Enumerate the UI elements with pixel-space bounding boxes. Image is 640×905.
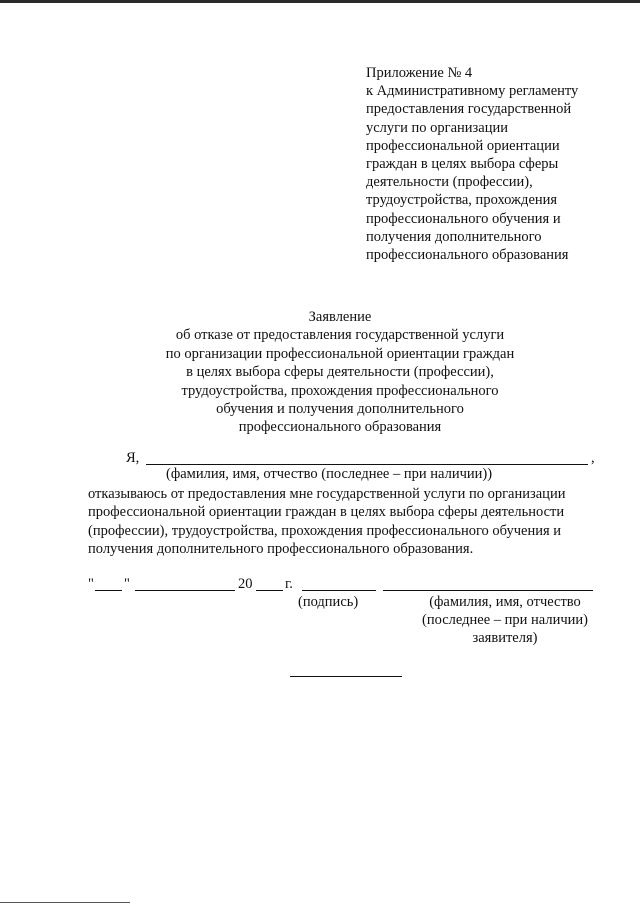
statement-body xyxy=(88,485,608,559)
annex-line: трудоустройства, прохождения xyxy=(366,192,558,209)
applicant-name-caption: (фамилия, имя, отчество (последнее – при наличии)) xyxy=(166,466,493,482)
fio-caption-line: (фамилия, имя, отчество xyxy=(429,594,581,610)
title-line: об отказе от предоставления государственной услуги xyxy=(175,327,505,344)
applicant-fio-caption xyxy=(412,593,598,648)
annex-line: профессионального обучения и xyxy=(366,210,561,227)
date-year-prefix: 20 xyxy=(238,576,253,592)
body-line: профессиональной ориентации граждан в целях выбора сферы деятельности xyxy=(88,504,565,521)
title-line: Заявление xyxy=(308,309,372,325)
date-month-field xyxy=(135,590,235,591)
title-line: по организации профессиональной ориентации граждан xyxy=(165,345,515,362)
date-quote-open: " xyxy=(88,576,94,592)
scan-top-edge xyxy=(0,0,640,3)
title-line: трудоустройства, прохождения профессионального xyxy=(181,382,499,399)
date-quote-close: " xyxy=(124,576,130,592)
applicant-name-field xyxy=(146,464,588,465)
annex-line: Приложение № 4 xyxy=(366,65,473,81)
applicant-fio-field xyxy=(383,590,593,591)
signature-caption: (подпись) xyxy=(298,594,359,610)
annex-line: к Административному регламенту xyxy=(366,83,579,100)
annex-line: граждан в целях выбора сферы xyxy=(366,156,559,173)
fio-caption-line: (последнее – при наличии) xyxy=(422,612,588,629)
date-year-field xyxy=(256,590,283,591)
annex-line: профессиональной ориентации xyxy=(366,137,560,154)
signature-field xyxy=(302,590,376,591)
body-line: получения дополнительного профессионального образования. xyxy=(88,541,474,558)
annex-line: деятельности (профессии), xyxy=(366,174,533,191)
applicant-suffix: , xyxy=(591,450,595,466)
annex-header xyxy=(366,64,628,264)
annex-line: услуги по организации xyxy=(366,119,508,136)
annex-line: профессионального образования xyxy=(366,247,569,264)
date-year-suffix: г. xyxy=(285,576,293,592)
title-line: профессионального образования xyxy=(238,419,442,436)
title-line: в целях выбора сферы деятельности (профессии), xyxy=(186,364,494,381)
annex-line: получения дополнительного xyxy=(366,228,542,245)
body-line: отказываюсь от предоставления мне государственной услуги по организации xyxy=(88,486,566,502)
title-line: обучения и получения дополнительного xyxy=(216,401,464,418)
body-line: (профессии), трудоустройства, прохождения профессионального обучения и xyxy=(88,522,562,539)
document-title xyxy=(60,308,620,437)
annex-line: предоставления государственной xyxy=(366,101,572,118)
applicant-prefix: Я, xyxy=(126,450,140,466)
date-day-field xyxy=(95,590,122,591)
scan-bottom-mark xyxy=(0,902,130,903)
footer-divider xyxy=(290,676,402,677)
fio-caption-line: заявителя) xyxy=(472,630,538,647)
